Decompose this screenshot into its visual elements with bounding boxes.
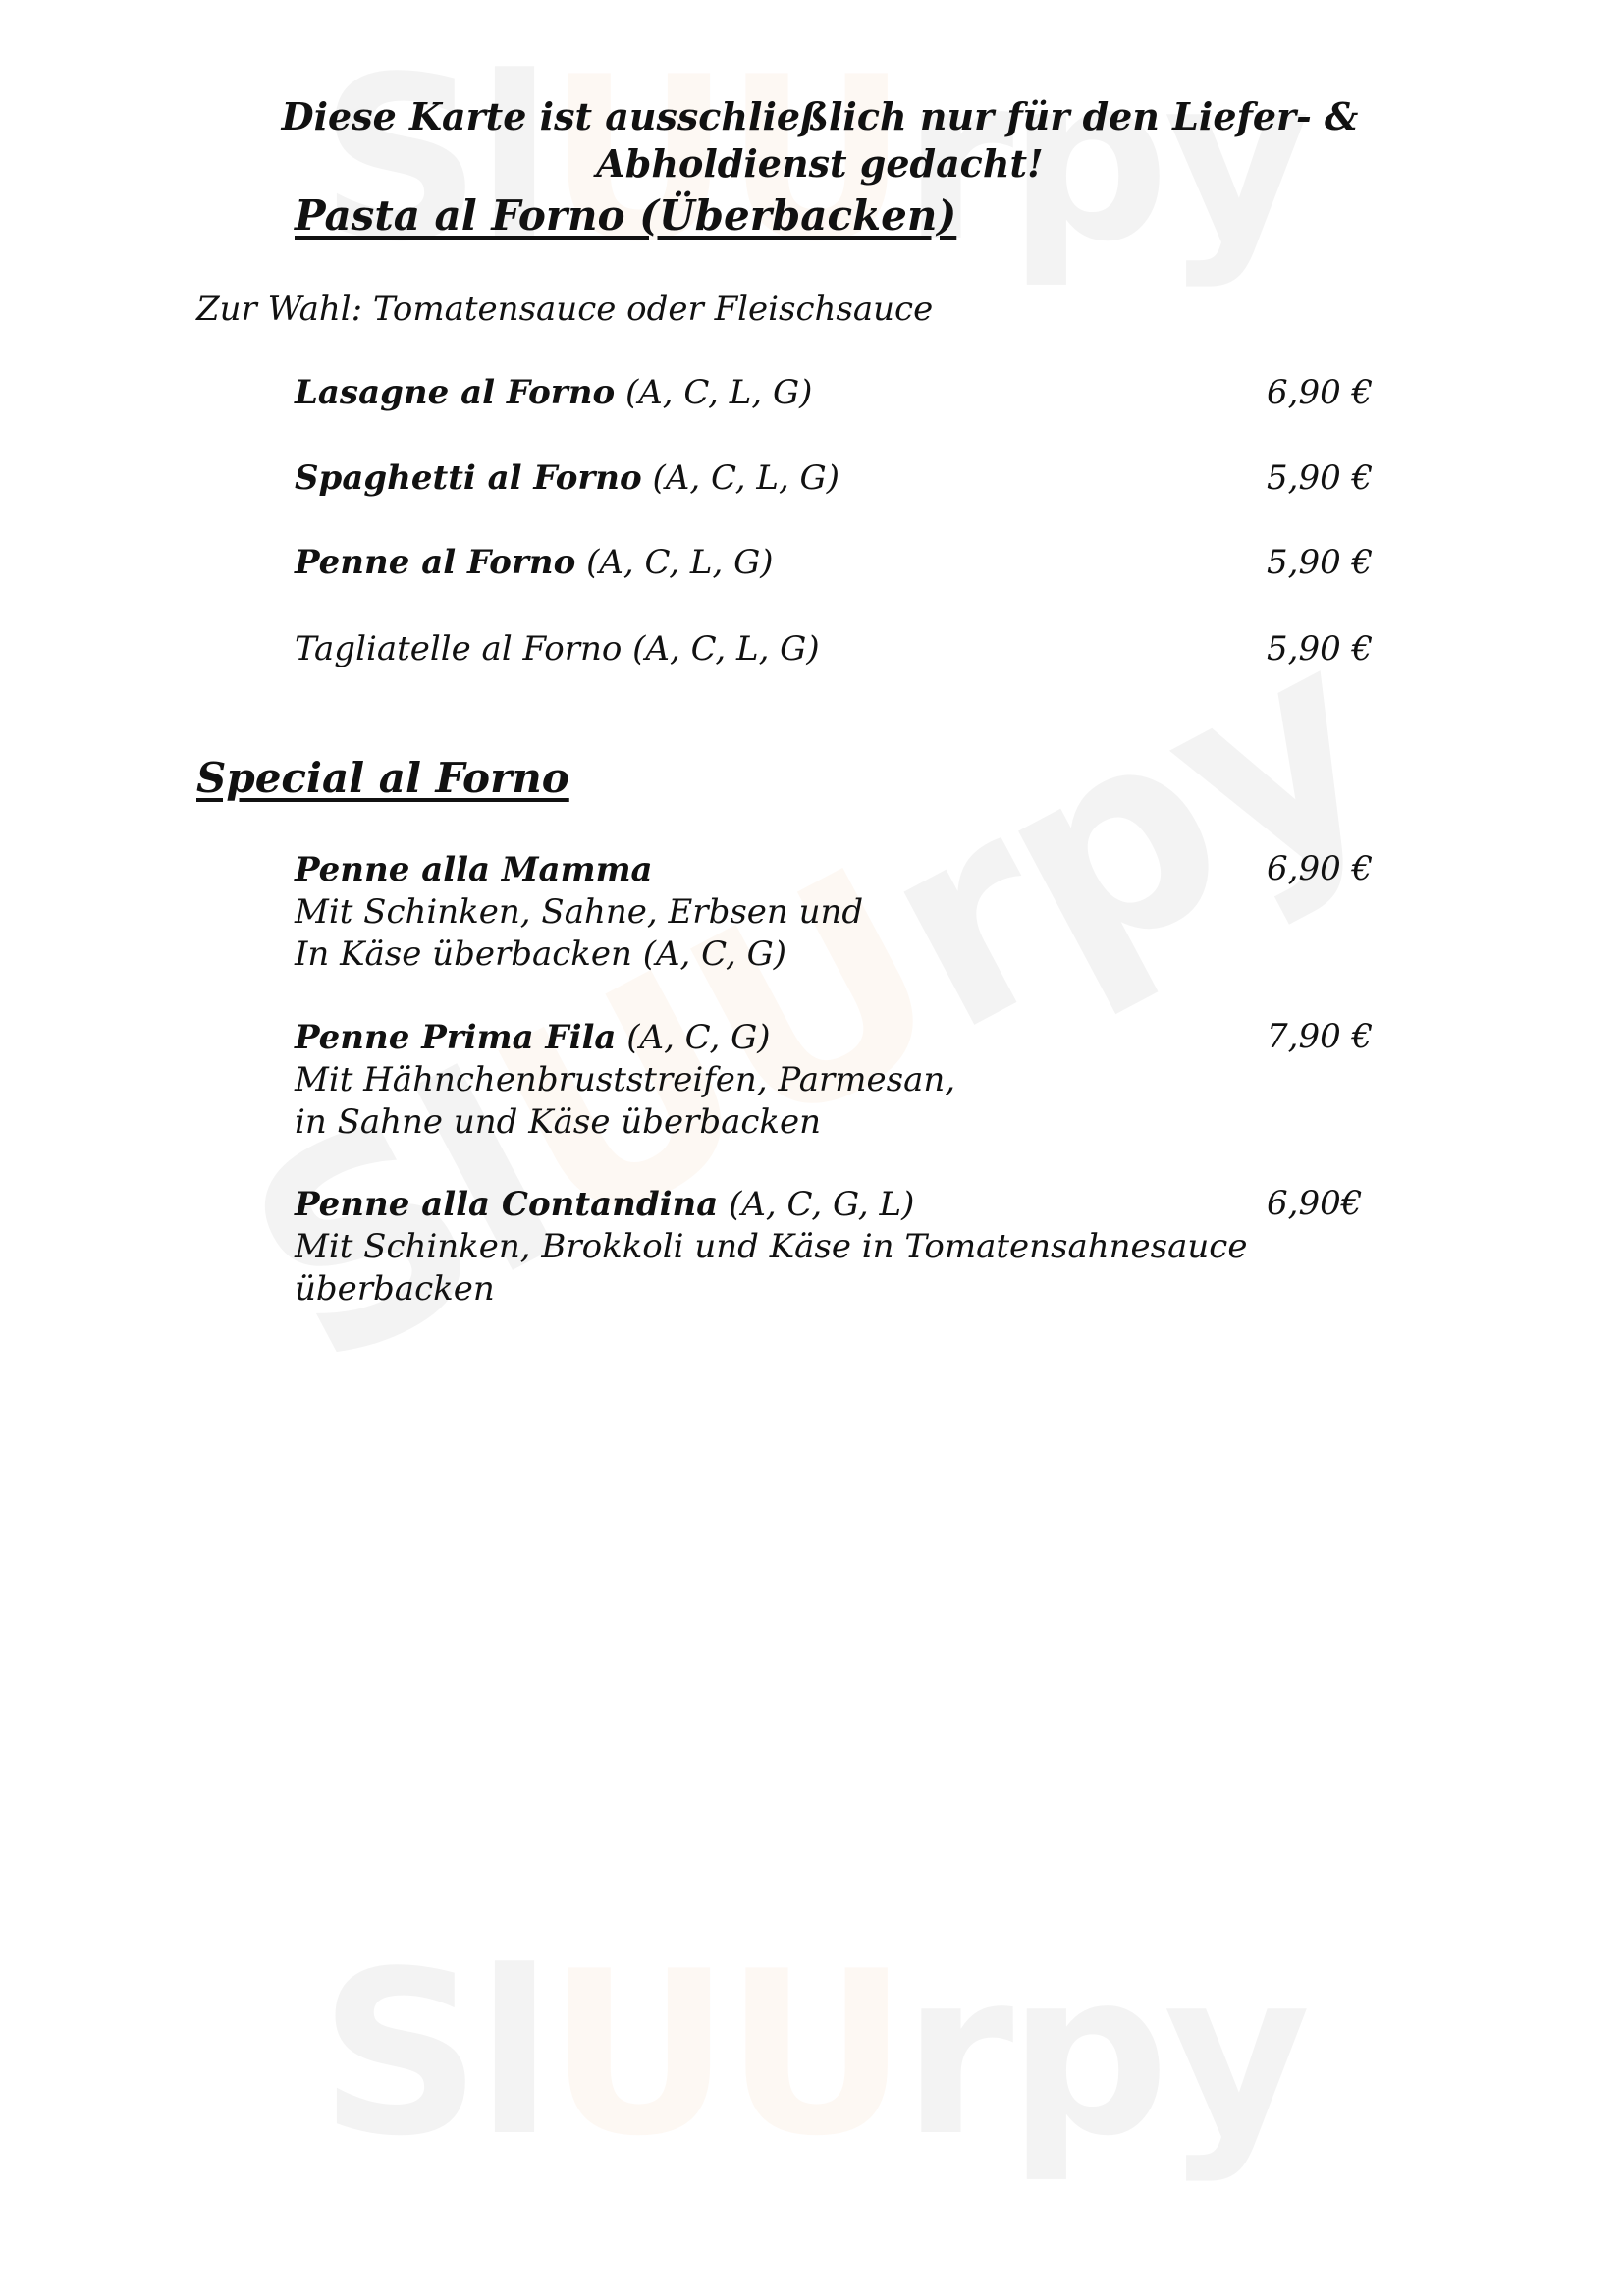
delivery-notice: Diese Karte ist ausschließlich nur für den Liefer- & Abholdienst gedacht! <box>281 94 1359 186</box>
item-price: 5,90 € <box>1267 629 1374 668</box>
menu-item <box>295 629 1375 668</box>
item-price: 7,90 € <box>1267 1017 1374 1056</box>
menu-item <box>295 458 1375 498</box>
item-description: Mit Hähnchenbruststreifen, Parmesan, <box>295 1060 956 1099</box>
item-allergens: (A, C, L, G) <box>624 373 813 412</box>
item-allergens: (A, C, L, G) <box>586 543 774 582</box>
item-name: Penne alla Mamma <box>295 850 653 889</box>
item-price: 5,90 € <box>1267 543 1374 582</box>
item-name: Penne al Forno <box>295 543 576 582</box>
item-name: Penne Prima Fila <box>295 1018 617 1057</box>
menu-item <box>295 373 1375 412</box>
item-price: 6,90 € <box>1267 373 1374 412</box>
item-price: 5,90 € <box>1267 458 1374 498</box>
item-price: 6,90 € <box>1267 849 1374 888</box>
menu-item <box>295 1017 1375 1144</box>
menu-item <box>295 1184 1375 1310</box>
item-price: 6,90€ <box>1267 1184 1363 1223</box>
item-name: Spaghetti al Forno <box>295 458 642 498</box>
item-description: In Käse überbacken (A, C, G) <box>295 934 787 974</box>
watermark-logo <box>0 1924 1624 2186</box>
item-name: Lasagne al Forno <box>295 373 616 412</box>
item-description: in Sahne und Käse überbacken <box>295 1102 822 1142</box>
item-allergens: (A, C, G, L) <box>729 1185 915 1224</box>
menu-item <box>295 543 1375 582</box>
item-name: Tagliatelle al Forno (A, C, L, G) <box>295 629 820 668</box>
item-description: Mit Schinken, Brokkoli und Käse in Tomatensahnesauce <box>295 1227 1248 1266</box>
item-name: Penne alla Contandina <box>295 1185 719 1224</box>
item-description: Mit Schinken, Sahne, Erbsen und <box>295 892 864 932</box>
section-title-special-al-forno: Special al Forno <box>196 754 569 802</box>
sauce-choice-note: Zur Wahl: Tomatensauce oder Fleischsauce <box>196 290 934 329</box>
menu-item <box>295 849 1375 976</box>
item-allergens: (A, C, G) <box>626 1018 771 1057</box>
item-allergens: (A, C, L, G) <box>652 458 839 498</box>
item-description: überbacken <box>295 1269 495 1308</box>
section-title-pasta-al-forno: Pasta al Forno (Überbacken) <box>295 191 957 240</box>
